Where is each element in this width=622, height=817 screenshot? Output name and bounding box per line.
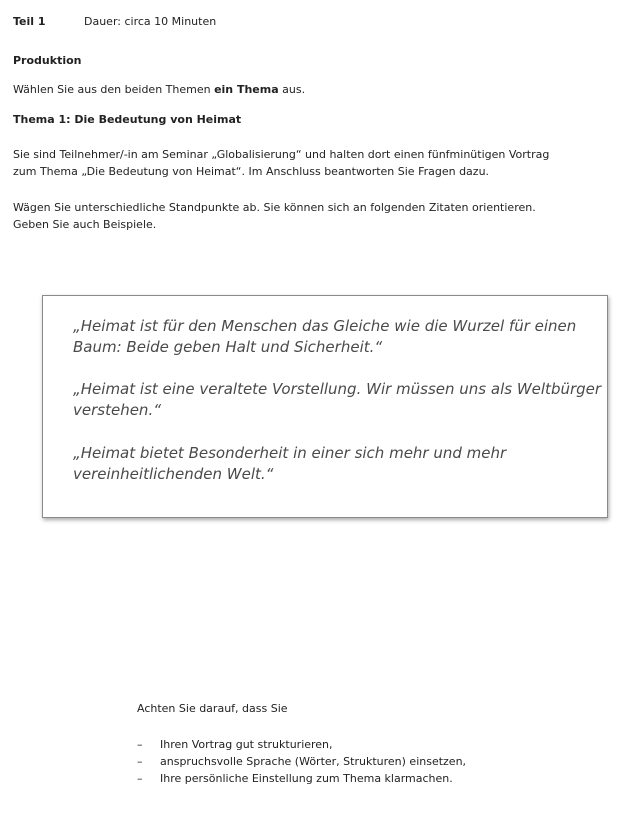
dash-bullet: – [137, 772, 143, 785]
checklist-item [137, 770, 466, 787]
checklist-item [137, 753, 466, 770]
dash-bullet: – [137, 738, 143, 751]
task-line-2: Geben Sie auch Beispiele. [13, 218, 157, 231]
quote-1 [73, 316, 576, 358]
quote-2-line-1: „Heimat ist eine veraltete Vorstellung. Wir müssen uns als Weltbürger [73, 380, 602, 398]
quote-3-line-2: vereinheitlichenden Welt.“ [73, 465, 274, 483]
checklist [137, 736, 466, 787]
quote-3-line-1: „Heimat bietet Besonderheit in einer sich mehr und mehr [73, 444, 507, 462]
quotes-box [42, 295, 608, 518]
choose-instruction-after: aus. [278, 83, 306, 96]
checklist-item-text: Ihren Vortrag gut strukturieren, [160, 738, 333, 751]
checklist-item-text: anspruchsvolle Sprache (Wörter, Strukturen) einsetzen, [160, 755, 467, 768]
intro-line-1: Sie sind Teilnehmer/-in am Seminar „Globalisierung“ und halten dort einen fünfminütigen Vortrag [13, 148, 550, 161]
quote-2-line-2: verstehen.“ [73, 401, 161, 419]
quote-1-line-1: „Heimat ist für den Menschen das Gleiche wie die Wurzel für einen [73, 317, 577, 335]
quote-1-line-2: Baum: Beide geben Halt und Sicherheit.“ [73, 338, 383, 356]
intro-line-2: zum Thema „Die Bedeutung von Heimat“. Im Anschluss beantworten Sie Fragen dazu. [13, 165, 490, 178]
task-paragraph [13, 199, 536, 233]
choose-instruction [13, 83, 305, 96]
part-label: Teil 1 [13, 15, 46, 28]
dash-bullet: – [137, 755, 143, 768]
checklist-intro: Achten Sie darauf, dass Sie [137, 702, 288, 715]
duration-label: Dauer: circa 10 Minuten [84, 15, 217, 28]
checklist-item-text: Ihre persönliche Einstellung zum Thema klarmachen. [160, 772, 453, 785]
section-heading: Produktion [13, 54, 82, 67]
choose-instruction-emphasis: ein Thema [214, 83, 279, 96]
quote-3 [73, 443, 506, 485]
quote-2 [73, 379, 601, 421]
intro-paragraph [13, 146, 549, 180]
topic-title: Thema 1: Die Bedeutung von Heimat [13, 113, 242, 126]
task-line-1: Wägen Sie unterschiedliche Standpunkte ab. Sie können sich an folgenden Zitaten orientieren. [13, 201, 536, 214]
checklist-item [137, 736, 466, 753]
choose-instruction-before: Wählen Sie aus den beiden Themen [13, 83, 215, 96]
